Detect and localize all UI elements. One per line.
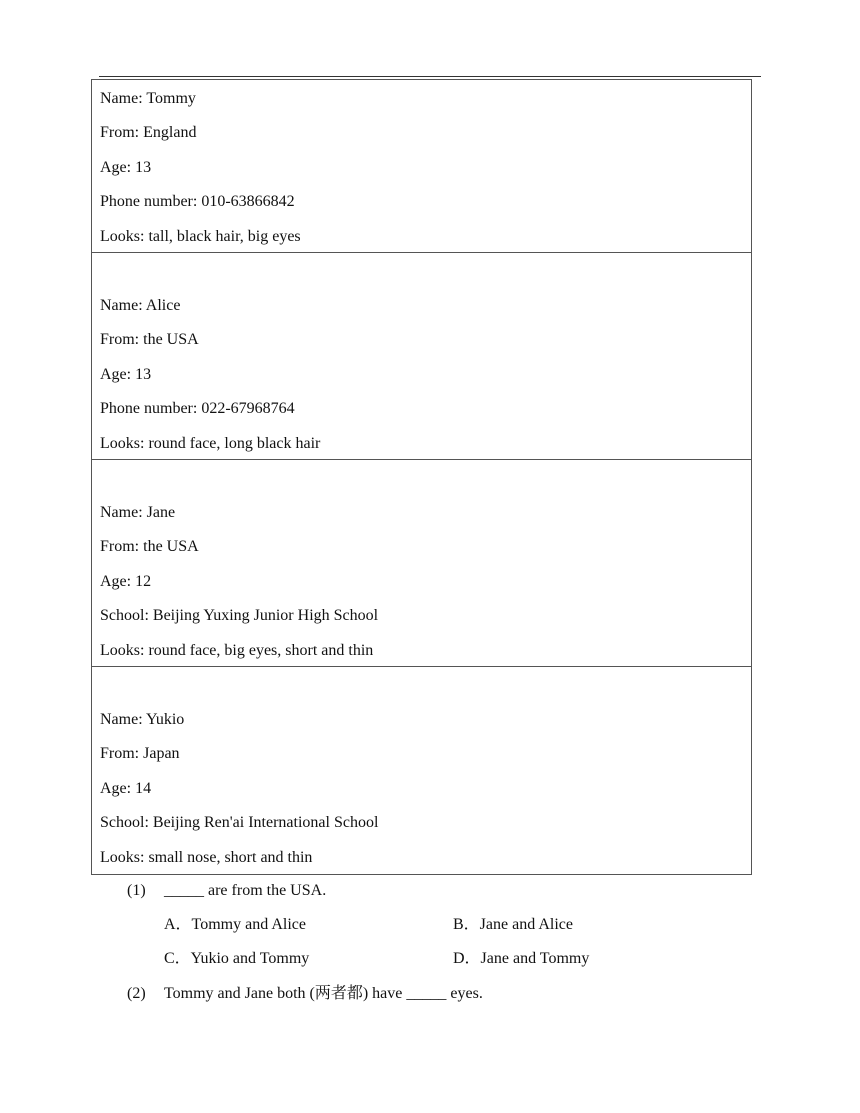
profile-name: Name: Jane xyxy=(100,504,176,521)
profile-card-alice xyxy=(92,253,751,460)
profiles-table xyxy=(91,79,752,875)
profile-looks: Looks: round face, long black hair xyxy=(100,434,321,452)
profile-from: From: the USA xyxy=(100,538,199,556)
question-text: _____ are from the USA. xyxy=(164,882,327,899)
profile-age: Age: 13 xyxy=(100,158,152,176)
profile-from: From: the USA xyxy=(100,331,199,349)
question-1 xyxy=(127,880,326,902)
profile-phone: Phone number: 010-63866842 xyxy=(100,193,295,211)
option-d[interactable]: D．Jane and Tommy xyxy=(453,950,590,967)
profile-school: School: Beijing Yuxing Junior High School xyxy=(100,607,379,625)
page-header-rule xyxy=(99,76,761,77)
profile-phone: Phone number: 022-67968764 xyxy=(100,400,295,418)
profile-from: From: England xyxy=(100,124,197,142)
profile-name: Name: Yukio xyxy=(100,711,185,728)
profile-card-tommy xyxy=(92,80,751,253)
profile-age: Age: 12 xyxy=(100,572,152,590)
option-c[interactable]: C．Yukio and Tommy xyxy=(164,950,310,967)
profile-looks: Looks: round face, big eyes, short and thin xyxy=(100,641,374,659)
profile-age: Age: 13 xyxy=(100,365,152,383)
profile-looks: Looks: small nose, short and thin xyxy=(100,848,313,866)
option-b[interactable]: B．Jane and Alice xyxy=(453,916,573,933)
option-a[interactable]: A．Tommy and Alice xyxy=(164,916,306,933)
profile-looks: Looks: tall, black hair, big eyes xyxy=(100,227,301,245)
question-number: (2) xyxy=(127,985,146,1002)
profile-name: Name: Tommy xyxy=(100,90,196,107)
profile-age: Age: 14 xyxy=(100,779,152,797)
profile-card-jane xyxy=(92,460,751,667)
profile-school: School: Beijing Ren'ai International School xyxy=(100,814,379,832)
profile-name: Name: Alice xyxy=(100,297,181,314)
question-2 xyxy=(127,983,483,1005)
profile-from: From: Japan xyxy=(100,745,180,763)
question-text: Tommy and Jane both (两者都) have _____ eyes. xyxy=(164,985,483,1002)
question-number: (1) xyxy=(127,882,146,899)
profile-card-yukio xyxy=(92,667,751,874)
